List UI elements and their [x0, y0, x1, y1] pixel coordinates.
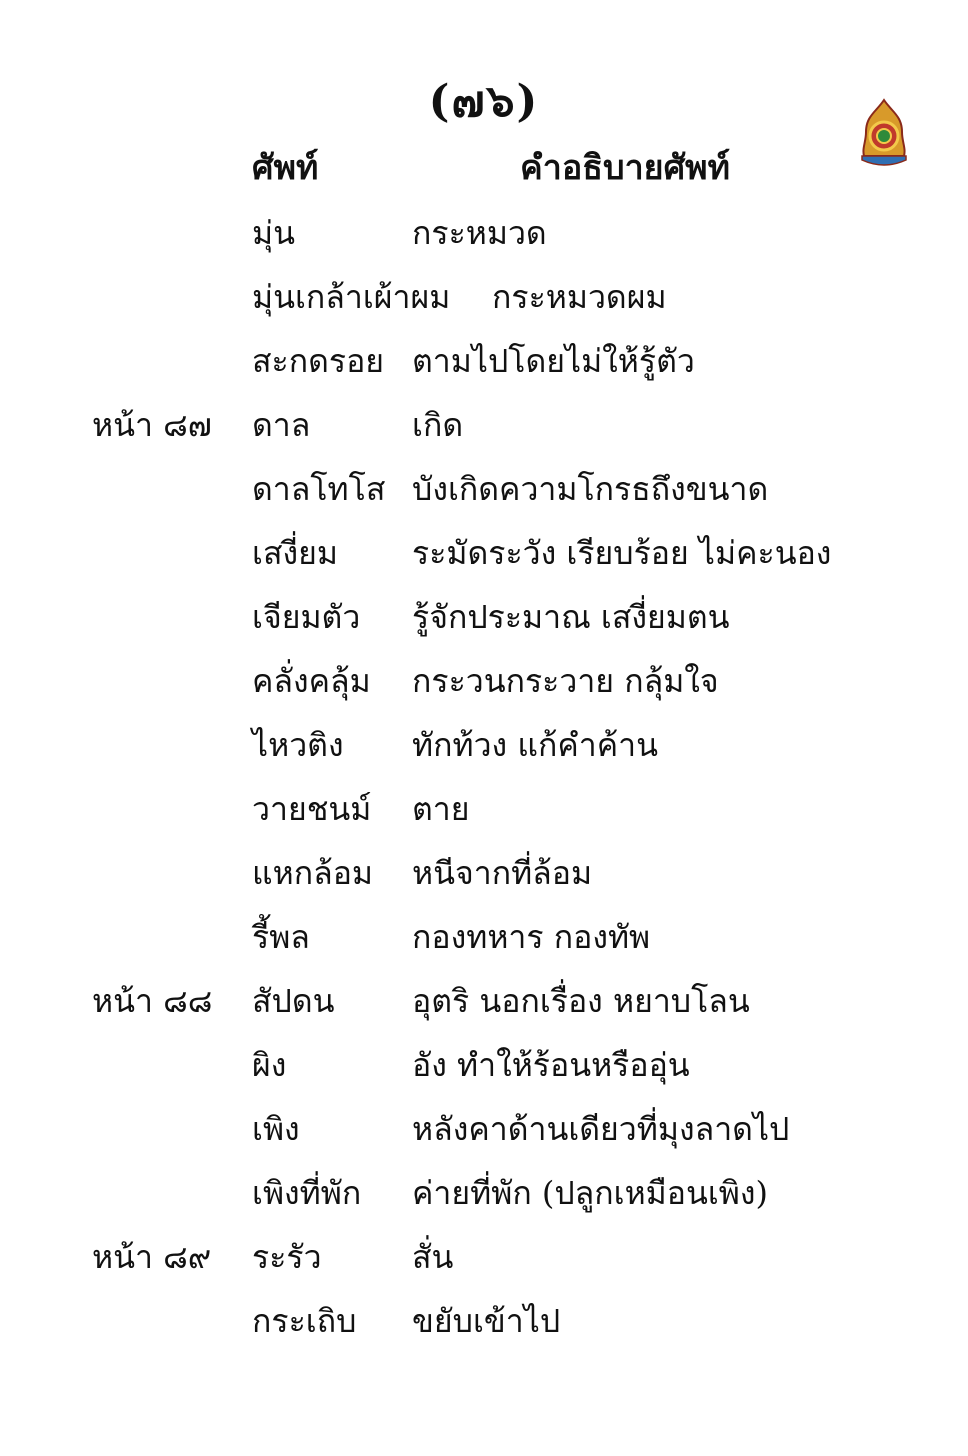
vocab-entry — [0, 720, 968, 780]
entry-term: คลั่งคลุ้ม — [252, 662, 371, 700]
entry-definition: บังเกิดความโกรธถึงขนาด — [412, 470, 769, 508]
entry-definition: ตาย — [412, 790, 470, 828]
page-number: (๗๖) — [428, 76, 540, 127]
entry-definition: หลังคาด้านเดียวที่มุงลาดไป — [412, 1110, 790, 1148]
entry-term: กระเถิบ — [252, 1302, 357, 1340]
entry-definition: ค่ายที่พัก (ปลูกเหมือนเพิง) — [412, 1174, 768, 1212]
page-reference: หน้า ๘๘ — [92, 982, 213, 1020]
entry-definition: สั่น — [412, 1238, 454, 1276]
vocab-entry — [0, 1104, 968, 1164]
vocab-entry — [0, 208, 968, 268]
page-reference: หน้า ๘๙ — [92, 1238, 212, 1276]
entry-definition: ระมัดระวัง เรียบร้อย ไม่คะนอง — [412, 534, 832, 572]
entry-definition: ทักท้วง แก้คำค้าน — [412, 726, 658, 764]
entry-term: ระรัว — [252, 1238, 322, 1276]
vocab-entry — [0, 1296, 968, 1356]
entry-term: เพิง — [252, 1110, 300, 1148]
entry-term: เพิงที่พัก — [252, 1174, 362, 1212]
entry-definition: อัง ทำให้ร้อนหรืออุ่น — [412, 1046, 690, 1084]
page-reference: หน้า ๘๗ — [92, 406, 212, 444]
entry-term: มุ่นเกล้าเผ้าผม — [252, 278, 451, 316]
vocab-entry — [0, 400, 968, 460]
entry-definition: กองทหาร กองทัพ — [412, 918, 651, 956]
entry-definition: ตามไปโดยไม่ให้รู้ตัว — [412, 342, 695, 380]
entry-term: สะกดรอย — [252, 342, 385, 380]
vocab-entry — [0, 272, 968, 332]
entry-term: แหกล้อม — [252, 854, 374, 892]
entry-definition: กระวนกระวาย กลุ้มใจ — [412, 662, 719, 700]
entry-definition: เกิด — [412, 406, 464, 444]
column-header-definition: คำอธิบายศัพท์ — [520, 148, 731, 188]
entry-term: ผิง — [252, 1046, 287, 1084]
vocab-entry — [0, 1232, 968, 1292]
vocab-entry — [0, 976, 968, 1036]
entry-definition: อุตริ นอกเรื่อง หยาบโลน — [412, 982, 750, 1020]
vocab-entry — [0, 592, 968, 652]
entry-definition: รู้จักประมาณ เสงี่ยมตน — [412, 598, 730, 636]
vocab-entry — [0, 464, 968, 524]
vocab-entry — [0, 336, 968, 396]
vocab-entry — [0, 528, 968, 588]
emblem-seal-icon — [858, 98, 910, 168]
entry-term: ดาล — [252, 406, 311, 444]
entry-term: เจียมตัว — [252, 598, 361, 636]
vocab-entry — [0, 784, 968, 844]
entry-definition: หนีจากที่ล้อม — [412, 854, 593, 892]
entry-definition: กระหมวด — [412, 214, 547, 252]
entry-term: ไหวติง — [252, 726, 344, 764]
vocab-entry — [0, 1168, 968, 1228]
vocab-entry — [0, 912, 968, 972]
entry-definition: ขยับเข้าไป — [412, 1302, 561, 1340]
entry-term: ดาลโทโส — [252, 470, 386, 508]
vocab-entry — [0, 1040, 968, 1100]
entry-term: วายชนม์ — [252, 790, 372, 828]
column-header-term: ศัพท์ — [252, 148, 319, 188]
entry-term: เสงี่ยม — [252, 534, 338, 572]
vocab-entry — [0, 848, 968, 908]
vocab-entry — [0, 656, 968, 716]
entry-term: รี้พล — [252, 918, 310, 956]
entry-definition: กระหมวดผม — [492, 278, 667, 316]
entry-term: สัปดน — [252, 982, 335, 1020]
entry-term: มุ่น — [252, 214, 295, 252]
